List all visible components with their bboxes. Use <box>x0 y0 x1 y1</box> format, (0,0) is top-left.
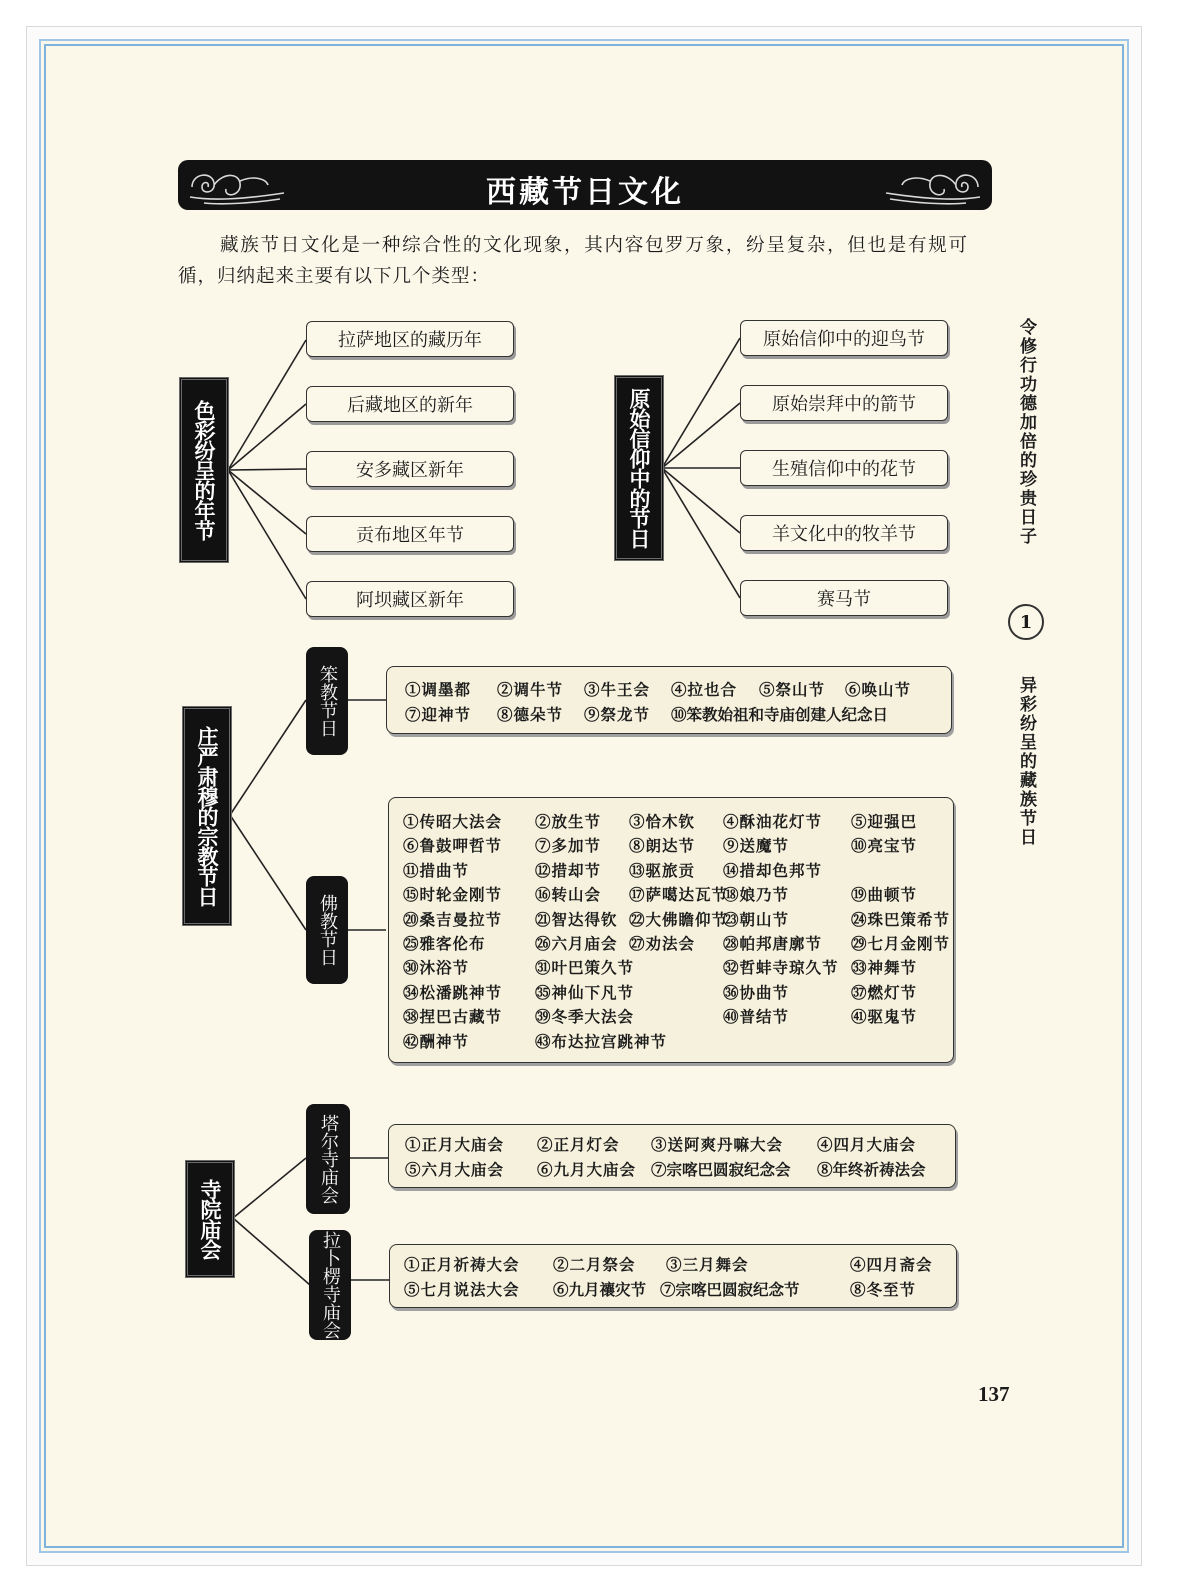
list-item: ⑥鲁鼓呷哲节 <box>403 836 503 856</box>
group-primitive-label: 原始信仰中的节日 <box>614 375 664 561</box>
chapter-number: 1 <box>1008 604 1044 640</box>
primitive-item: 原始崇拜中的箭节 <box>740 385 948 421</box>
list-item: ③牛王会 <box>584 680 651 699</box>
list-item: ②二月祭会 <box>553 1255 636 1274</box>
list-item: ㉑智达得钦 <box>535 909 618 929</box>
list-item: ⑫措却节 <box>535 860 602 880</box>
list-item: ⑦宗喀巴圆寂纪念会 <box>651 1160 791 1179</box>
list-item: ㉒大佛瞻仰节 <box>629 909 729 929</box>
list-item: ②放生节 <box>535 812 602 831</box>
list-item: ⑲曲顿节 <box>851 885 918 905</box>
list-item: ㊷酬神节 <box>403 1031 470 1051</box>
list-item: ④拉也合 <box>671 680 738 699</box>
bon-festivals-label: 笨教节日 <box>306 647 348 755</box>
primitive-item: 赛马节 <box>740 580 948 616</box>
title-banner <box>178 160 992 210</box>
list-item: ①调墨都 <box>405 680 472 699</box>
list-item: ⑧冬至节 <box>850 1280 917 1299</box>
list-item: ④四月斋会 <box>850 1255 933 1274</box>
list-item: ⑱娘乃节 <box>723 885 790 905</box>
list-item: ①传昭大法会 <box>403 812 503 831</box>
list-item: ⑦迎神节 <box>405 705 472 724</box>
list-item: ⑪措曲节 <box>403 860 470 880</box>
sidebar-chapter-title: 异彩纷呈的藏族节日 <box>1016 676 1036 847</box>
list-item: ⑧朗达节 <box>629 836 696 856</box>
page-title: 西藏节日文化 <box>486 175 684 210</box>
intro-paragraph: 藏族节日文化是一种综合性的文化现象，其内容包罗万象，纷呈复杂，但也是有规可循，归纳起来主要有以下几个类型： <box>178 235 968 287</box>
group-religious-label: 庄严肃穆的宗教节日 <box>182 706 232 926</box>
list-item: ㉜哲蚌寺琼久节 <box>723 958 839 978</box>
group-new-year-label: 色彩纷呈的年节 <box>179 377 229 563</box>
list-item: ⑧德朵节 <box>497 705 564 724</box>
list-item: ⑨祭龙节 <box>584 705 651 724</box>
list-item: ⑥唤山节 <box>845 680 912 699</box>
list-item: ㉕雅客伦布 <box>403 934 486 953</box>
page-number: 137 <box>978 1382 1010 1406</box>
list-item: ④酥油花灯节 <box>723 812 823 831</box>
list-item: ⑦多加节 <box>535 836 602 856</box>
labrang-fair-list <box>389 1244 957 1308</box>
list-item: ②正月灯会 <box>537 1135 620 1154</box>
list-item: ⑰萨噶达瓦节 <box>629 885 729 905</box>
list-item: ⑤六月大庙会 <box>405 1160 505 1179</box>
primitive-item: 原始信仰中的迎鸟节 <box>740 320 948 356</box>
list-item: ⑧年终祈祷法会 <box>817 1160 926 1179</box>
list-item: ㉔珠巴策希节 <box>851 909 951 929</box>
list-item: ⑤七月说法大会 <box>404 1280 520 1299</box>
list-item: ⑭措却色邦节 <box>723 860 823 880</box>
labrang-fair-label: 拉卜楞寺庙会 <box>309 1230 351 1340</box>
list-item: ㊶驱鬼节 <box>851 1007 918 1027</box>
list-item: ㉗劝法会 <box>629 934 696 953</box>
new-year-item: 贡布地区年节 <box>306 516 514 552</box>
new-year-item: 安多藏区新年 <box>306 451 514 487</box>
kumbum-fair-label: 塔尔寺庙会 <box>306 1104 350 1214</box>
list-item: ㊸布达拉宫跳神节 <box>535 1031 668 1051</box>
list-item: ㉚沐浴节 <box>403 958 470 978</box>
list-item: ③恰木钦 <box>629 812 696 831</box>
list-item: ⑥九月大庙会 <box>537 1160 637 1179</box>
list-item: ⑨送魔节 <box>723 836 790 856</box>
list-item: ㉘帕邦唐廓节 <box>723 934 823 953</box>
new-year-item: 拉萨地区的藏历年 <box>306 321 514 357</box>
bon-festival-list <box>386 666 952 734</box>
list-item: ⑤祭山节 <box>759 680 826 699</box>
list-item: ㉓朝山节 <box>723 909 790 929</box>
list-item: ⑥九月禳灾节 <box>553 1280 647 1299</box>
list-item: ①正月祈祷大会 <box>404 1255 520 1274</box>
list-item: ①正月大庙会 <box>405 1135 505 1154</box>
list-item: ㉝神舞节 <box>851 958 918 978</box>
group-temple-fairs-label: 寺院庙会 <box>185 1160 235 1278</box>
cloud-ornament-right-icon <box>876 163 986 207</box>
list-item: ㊲燃灯节 <box>851 982 918 1002</box>
list-item: ②调牛节 <box>497 680 564 699</box>
list-item: ⑦宗喀巴圆寂纪念节 <box>660 1280 800 1299</box>
sidebar-section-title: 令修行功德加倍的珍贵日子 <box>1016 318 1036 546</box>
list-item: ③送阿爽丹嘛大会 <box>651 1135 784 1154</box>
list-item: ㉙七月金刚节 <box>851 934 951 953</box>
list-item: ㊱协曲节 <box>723 982 790 1002</box>
list-item: ⑬驱旅贡 <box>629 860 696 880</box>
list-item: ⑳桑吉曼拉节 <box>403 909 503 929</box>
list-item: ⑩亮宝节 <box>851 836 918 856</box>
list-item: ㊳捏巴古藏节 <box>403 1007 503 1027</box>
list-item: ④四月大庙会 <box>817 1135 917 1154</box>
kumbum-fair-list <box>388 1124 956 1188</box>
list-item: ㊵普结节 <box>723 1007 790 1027</box>
list-item: ㉛叶巴策久节 <box>535 958 635 978</box>
list-item: ⑯转山会 <box>535 885 602 905</box>
new-year-item: 后藏地区的新年 <box>306 386 514 422</box>
list-item: ⑩笨教始祖和寺庙创建人纪念日 <box>671 705 889 724</box>
buddhist-festivals-label: 佛教节日 <box>306 876 348 984</box>
list-item: ㉖六月庙会 <box>535 934 618 953</box>
list-item: ⑮时轮金刚节 <box>403 885 503 905</box>
list-item: ㊴冬季大法会 <box>535 1007 635 1027</box>
new-year-item: 阿坝藏区新年 <box>306 581 514 617</box>
primitive-item: 生殖信仰中的花节 <box>740 450 948 486</box>
buddhist-festival-list <box>388 797 954 1063</box>
list-item: ⑤迎强巴 <box>851 812 918 831</box>
list-item: ㉟神仙下凡节 <box>535 982 635 1002</box>
list-item: ③三月舞会 <box>666 1255 749 1274</box>
primitive-item: 羊文化中的牧羊节 <box>740 515 948 551</box>
list-item: ㉞松潘跳神节 <box>403 982 503 1002</box>
